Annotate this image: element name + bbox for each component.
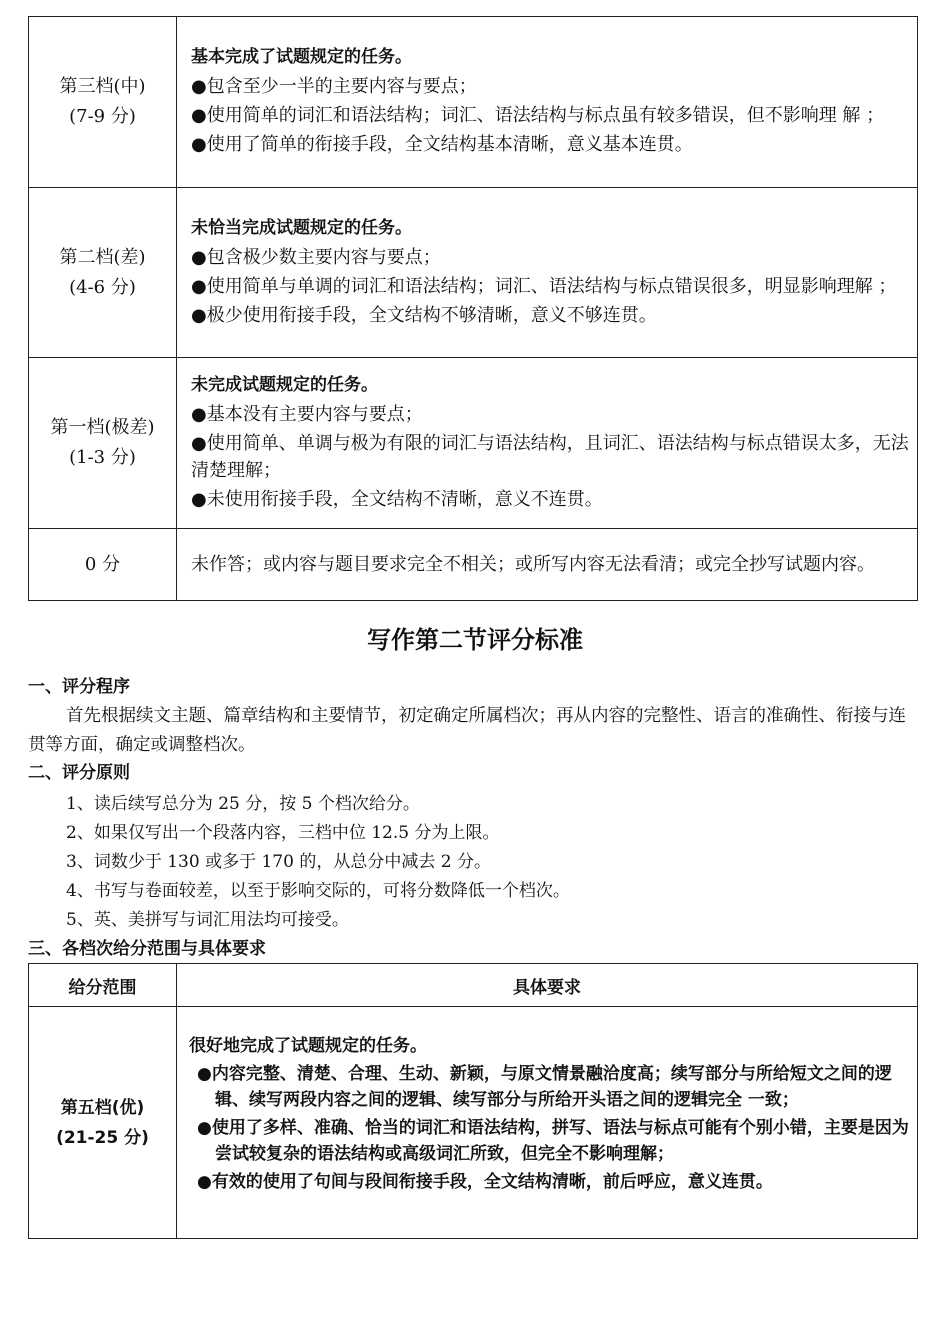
level-cell [29, 188, 177, 358]
requirement-text: 未作答；或内容与题目要求完全不相关；或所写内容无法看清；或完全抄写试题内容。 [191, 554, 875, 575]
requirement-cell [177, 358, 918, 529]
level-name: 0 分 [84, 553, 121, 575]
requirement-item: ●使用了简单的衔接手段，全文结构基本清晰，意义基本连贯。 [191, 134, 693, 155]
table-row [29, 529, 918, 601]
level-name: 第五档(优) [60, 1097, 145, 1118]
requirement-item: ●有效的使用了句间与段间衔接手段，全文结构清晰，前后呼应，意义连贯。 [197, 1171, 773, 1192]
requirement-heading: 未完成试题规定的任务。 [191, 374, 378, 395]
requirement-cell [177, 188, 918, 358]
level-range: (7-9 分) [69, 106, 136, 127]
principle-item: 1、读后续写总分为 25 分，按 5 个档次给分。 [66, 794, 420, 814]
requirement-item: ●使用了多样、准确、恰当的词汇和语法结构，拼写、语法与标点可能有个别小错，主要是因为尝试较复杂的语法结构或高级词汇所致，但完全不影响理解； [197, 1117, 909, 1164]
principles-heading: 二、评分原则 [28, 763, 130, 783]
column-header-requirements: 具体要求 [177, 964, 918, 1007]
level-range: (4-6 分) [69, 276, 136, 298]
scoring-table-section2 [28, 963, 918, 1239]
requirement-item: ●使用简单、单调与极为有限的词汇与语法结构，且词汇、语法结构与标点错误太多，无法清楚理解； [191, 432, 909, 481]
requirement-item: ●包含至少一半的主要内容与要点； [191, 76, 477, 97]
table-row [29, 188, 918, 358]
table-header-row [29, 964, 918, 1007]
requirement-item: ●极少使用衔接手段，全文结构不够清晰，意义不够连贯。 [191, 304, 657, 326]
column-header-range: 给分范围 [29, 964, 177, 1007]
principle-item: 5、英、美拼写与词汇用法均可接受。 [66, 910, 349, 930]
level-cell [29, 358, 177, 529]
level-cell [29, 17, 177, 188]
requirement-item: ●使用简单与单调的词汇和语法结构；词汇、语法结构与标点错误很多，明显影响理解 ； [191, 275, 897, 297]
scoring-table-section1 [28, 16, 918, 601]
principle-item: 3、词数少于 130 或多于 170 的，从总分中减去 2 分。 [66, 852, 491, 872]
principle-item: 4、书写与卷面较差，以至于影响交际的，可将分数降低一个档次。 [66, 881, 570, 901]
level-range: (1-3 分) [69, 447, 136, 468]
requirement-item: ●未使用衔接手段，全文结构不清晰，意义不连贯。 [191, 488, 603, 510]
requirement-cell [177, 17, 918, 188]
level-range: (21-25 分) [56, 1127, 149, 1148]
level-name: 第三档(中) [59, 76, 146, 97]
table-row [29, 358, 918, 529]
requirement-cell [177, 1007, 918, 1239]
requirement-cell [177, 529, 918, 601]
procedure-heading: 一、评分程序 [28, 677, 130, 697]
level-cell [29, 529, 177, 601]
requirement-heading: 基本完成了试题规定的任务。 [191, 47, 412, 67]
requirement-item: ●内容完整、清楚、合理、生动、新颖，与原文情景融洽度高；续写部分与所给短文之间的逻辑、续写两段内容之间的逻辑、续写部分与所给开头语之间的逻辑完全 一致； [197, 1063, 892, 1110]
requirement-heading: 很好地完成了试题规定的任务。 [189, 1035, 427, 1056]
requirement-item: ●使用简单的词汇和语法结构；词汇、语法结构与标点虽有较多错误，但不影响理 解 ； [191, 105, 885, 126]
requirement-item: ●基本没有主要内容与要点； [191, 403, 423, 425]
requirement-heading: 未恰当完成试题规定的任务。 [191, 217, 412, 238]
procedure-text: 首先根据续文主题、篇章结构和主要情节，初定确定所属档次；再从内容的完整性、语言的准确性、衔接与连贯等方面，确定或调整档次。 [28, 706, 906, 755]
level-name: 第二档(差) [59, 246, 146, 268]
requirement-item: ●包含极少数主要内容与要点； [191, 246, 441, 268]
table-row [29, 17, 918, 188]
table-row [29, 1007, 918, 1239]
level-cell [29, 1007, 177, 1239]
level-name: 第一档(极差) [50, 417, 155, 438]
principle-item: 2、如果仅写出一个段落内容，三档中位 12.5 分为上限。 [66, 823, 500, 843]
ranges-heading: 三、各档次给分范围与具体要求 [28, 939, 266, 959]
section-title: 写作第二节评分标准 [367, 626, 583, 654]
